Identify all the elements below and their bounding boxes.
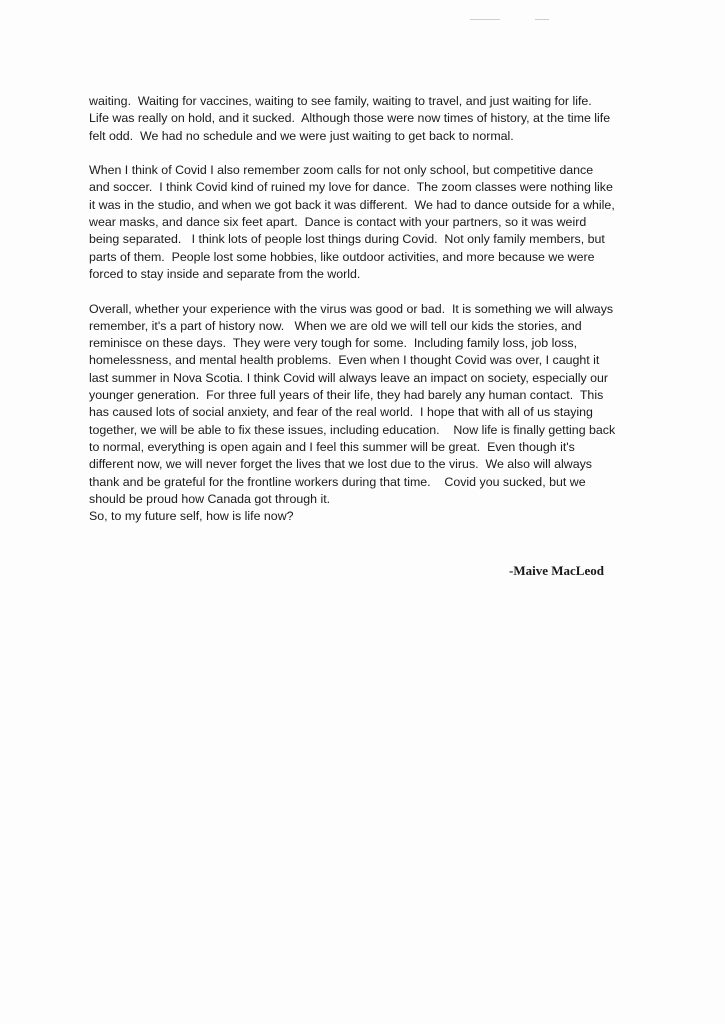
closing-line: So, to my future self, how is life now? bbox=[89, 509, 294, 524]
text-line: reminisce on these days. They were very tough for some. Including family loss, job loss, bbox=[89, 336, 578, 351]
text-line: younger generation. For three full years of their life, they had barely any human contact. This bbox=[89, 388, 604, 403]
text-line: waiting. Waiting for vaccines, waiting to see family, waiting to travel, and just waiting for life. bbox=[89, 94, 592, 108]
scan-artifact bbox=[470, 19, 500, 20]
text-line: together, we will be able to fix these issues, including education. Now life is finally getting back bbox=[89, 422, 616, 437]
text-line: felt odd. We had no schedule and we were just waiting to get back to normal. bbox=[89, 128, 514, 143]
scan-artifact bbox=[535, 19, 549, 20]
paragraph bbox=[89, 301, 669, 526]
text-line: Life was really on hold, and it sucked. Although those were now times of history, at the time life bbox=[89, 111, 611, 126]
text-line: it was in the studio, and when we got back it was different. We had to dance outside for a while, bbox=[89, 197, 615, 212]
text-line: thank and be grateful for the frontline workers during that time. Covid you sucked, but we bbox=[89, 474, 586, 489]
text-line: When I think of Covid I also remember zoom calls for not only school, but competitive dance bbox=[89, 163, 594, 178]
text-line: parts of them. People lost some hobbies, like outdoor activities, and more because we were bbox=[89, 249, 595, 264]
text-line: to normal, everything is open again and I feel this summer will be great. Even though it's bbox=[89, 439, 575, 454]
text-line: wear masks, and dance six feet apart. Dance is contact with your partners, so it was weird bbox=[89, 215, 587, 230]
text-line: remember, it's a part of history now. When we are old we will tell our kids the stories, and bbox=[89, 318, 582, 333]
text-line: has caused lots of social anxiety, and fear of the real world. I hope that with all of us staying bbox=[89, 405, 593, 420]
paragraph bbox=[89, 162, 669, 283]
text-line: being separated. I think lots of people lost things during Covid. Not only family members, but bbox=[89, 232, 605, 247]
text-line: and soccer. I think Covid kind of ruined my love for dance. The zoom classes were nothing like bbox=[89, 180, 613, 195]
text-line: Overall, whether your experience with the virus was good or bad. It is something we will always bbox=[89, 301, 614, 316]
signature: -Maive MacLeod bbox=[509, 563, 604, 578]
paragraph bbox=[89, 93, 669, 145]
letter-body bbox=[89, 93, 669, 543]
text-line: different now, we will never forget the lives that we lost due to the virus. We also will always bbox=[89, 457, 592, 472]
text-line: homelessness, and mental health problems. Even when I thought Covid was over, I caught it bbox=[89, 353, 600, 368]
text-line: should be proud how Canada got through it. bbox=[89, 491, 331, 506]
text-line: forced to stay inside and separate from the world. bbox=[89, 266, 361, 281]
text-line: last summer in Nova Scotia. I think Covid will always leave an impact on society, especially our bbox=[89, 370, 609, 385]
